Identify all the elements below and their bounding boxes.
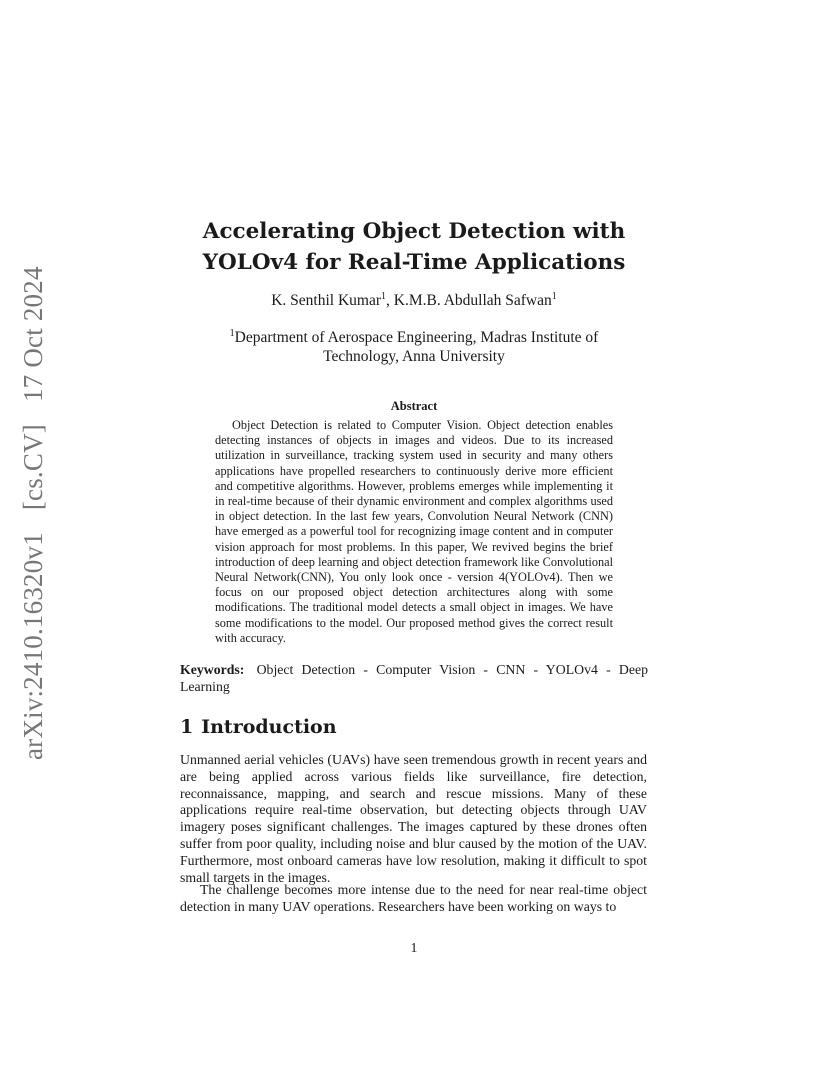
introduction-paragraph-1: Unmanned aerial vehicles (UAVs) have seen tremendous growth in recent years and are being applied across various fields like surveillance, fire detection, reconnaissance, mapping, and search and rescue missions. Many of these applications require real-time observation, but detecting objects through UAV imagery poses significant challenges. The images captured by these drones often suffer from poor quality, including noise and blur caused by the motion of the UAV. Furthermore, most onboard cameras have low resolution, making it difficult to spot small targets in the images. xyxy=(180,752,647,885)
arxiv-date: 17 Oct 2024 xyxy=(18,266,48,403)
affiliation-line-2: Technology, Anna University xyxy=(323,348,505,365)
abstract-text: Object Detection is related to Computer Vision. Object detection enables detecting instances of objects in images and videos. Due to its increased utilization in surveillance, tracking system used in security and many others applications have propelled researchers to continuously derive more efficient and competitive algorithms. However, problems emerges while implementing it in real-time because of their dynamic environment and complex algorithms used in object detection. In the last few years, Convolution Neural Network (CNN) have emerged as a powerful tool for recognizing image content and in computer vision approach for most problems. In this paper, We revived begins the brief introduction of deep learning and object detection framework like Convolutional Neural Network(CNN), You only look once - version 4(YOLOv4). Then we focus on our proposed object detection architectures along with some modifications. The traditional model detects a small object in images. We have some modifications to the model. Our proposed method gives the correct result with accuracy. xyxy=(215,418,613,645)
affiliation xyxy=(180,328,648,366)
affiliation-mark: 1 xyxy=(229,327,235,339)
section-title: Introduction xyxy=(201,716,337,738)
page-number: 1 xyxy=(410,940,418,955)
keywords xyxy=(180,661,648,695)
keywords-label: Keywords: xyxy=(180,662,245,677)
arxiv-id: arXiv:2410.16320v1 xyxy=(18,532,48,760)
author-name: K. Senthil Kumar xyxy=(271,292,381,309)
arxiv-identifier-stamp xyxy=(18,266,49,760)
arxiv-category: [cs.CV] xyxy=(18,424,48,511)
section-heading-introduction xyxy=(180,716,337,738)
title-line-1: Accelerating Object Detection with xyxy=(202,219,626,244)
abstract-heading: Abstract xyxy=(390,399,438,413)
introduction-paragraph-2: The challenge becomes more intense due to the need for near real-time object detection in many UAV operations. Researchers have been working on ways to xyxy=(180,882,647,914)
section-number: 1 xyxy=(180,716,194,738)
author-list xyxy=(180,292,648,310)
author-affiliation-mark: 1 xyxy=(381,290,386,302)
keywords-text: Object Detection - Computer Vision - CNN - YOLOv4 - Deep Learning xyxy=(180,662,648,694)
affiliation-line-1: Department of Aerospace Engineering, Madras Institute of xyxy=(234,329,599,346)
title-line-2: YOLOv4 for Real-Time Applications xyxy=(202,250,626,275)
author-name: K.M.B. Abdullah Safwan xyxy=(393,292,552,309)
author-separator: , xyxy=(386,292,394,309)
author-affiliation-mark: 1 xyxy=(551,290,557,302)
paper-title xyxy=(180,216,648,278)
